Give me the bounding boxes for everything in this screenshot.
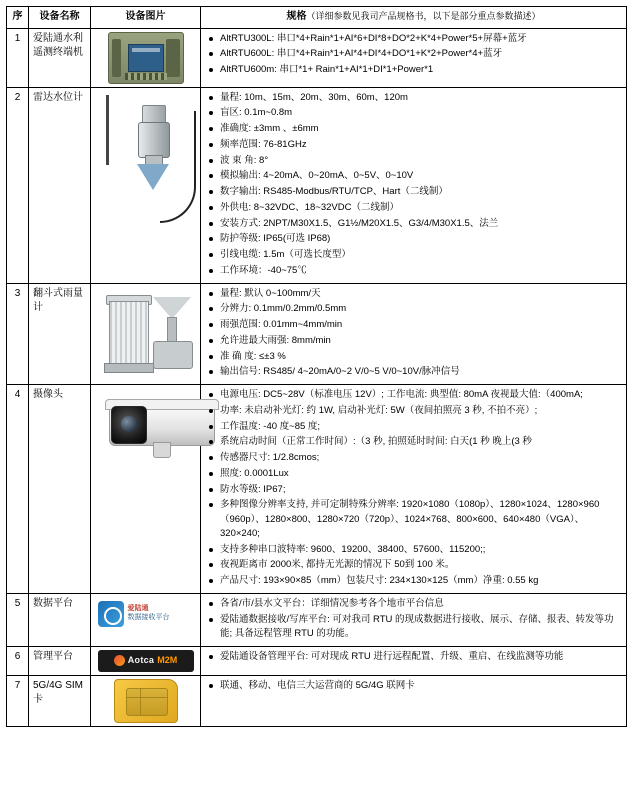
spec-item: 量程: 10m、15m、20m、30m、60m、120m	[218, 91, 622, 105]
header-index: 序	[7, 7, 29, 29]
platform-logo-line1: 爱陆通	[127, 605, 149, 612]
table-row	[7, 593, 627, 646]
row-device-name: 雷达水位计	[29, 87, 91, 283]
table-row	[7, 646, 627, 675]
row-device-name: 数据平台	[29, 593, 91, 646]
spec-item: 准 确 度: ≤±3 %	[218, 350, 622, 364]
bullet-camera-icon	[95, 388, 196, 460]
row-index: 5	[7, 593, 29, 646]
spec-item: 爱陆通设备管理平台: 可对现成 RTU 进行远程配置、升级、重启、在线监测等功能	[218, 650, 622, 664]
spec-item: 雨强范围: 0.01mm~4mm/min	[218, 318, 622, 332]
sim-card-icon	[114, 679, 178, 723]
spec-item: 模拟输出: 4~20mA、0~20mA、0~5V、0~10V	[218, 169, 622, 183]
radar-level-gauge-icon	[98, 91, 194, 241]
spec-item: 分辨力: 0.1mm/0.2mm/0.5mm	[218, 302, 622, 316]
row-spec-list	[201, 675, 627, 726]
row-index: 1	[7, 28, 29, 87]
row-device-image	[91, 593, 201, 646]
rtu-terminal-icon	[108, 32, 184, 84]
row-spec-list	[201, 385, 627, 594]
table-row	[7, 283, 627, 385]
header-name: 设备名称	[29, 7, 91, 29]
header-spec-main: 规格	[286, 11, 307, 22]
spec-item: 电源电压: DC5~28V（标准电压 12V）; 工作电流: 典型值: 80mA 夜视最大值:（400mA;	[218, 388, 622, 402]
spec-item: 各省/市/县水文平台：详细情况参考各个地市平台信息	[218, 597, 622, 611]
m2m-logo-word2: M2M	[157, 654, 178, 665]
spec-item: 允许进最大雨强: 8mm/min	[218, 334, 622, 348]
spec-item: 频率范围: 76-81GHz	[218, 138, 622, 152]
spec-item: 系统启动时间（正常工作时间）:（3 秒, 拍照延时时间: 白天(1 秒 晚上(3 秒	[218, 435, 622, 449]
platform-logo-line2: 数据接收平台	[127, 613, 170, 621]
row-device-image	[91, 87, 201, 283]
row-spec-list	[201, 283, 627, 385]
table-row	[7, 385, 627, 594]
row-device-name: 管理平台	[29, 646, 91, 675]
spec-item: 盲区: 0.1m~0.8m	[218, 106, 622, 120]
row-spec-list	[201, 593, 627, 646]
spec-item: 功率: 未启动补光灯: 约 1W, 启动补光灯: 5W（夜间拍照亮 3 秒, 不拍不亮）;	[218, 404, 622, 418]
device-spec-table	[6, 6, 627, 727]
spec-item: 波 束 角: 8°	[218, 154, 622, 168]
row-index: 6	[7, 646, 29, 675]
spec-item: 安装方式: 2NPT/M30X1.5、G1½/M20X1.5、G3/4/M30X1.5、法兰	[218, 217, 622, 231]
data-platform-logo-icon	[98, 597, 194, 631]
spec-item: 爱陆通数据接收/写库平台: 可对我司 RTU 的现成数据进行接收、展示、存储、报表、转发等功能; 具备远程管理 RTU 的功能。	[218, 613, 622, 642]
row-spec-list	[201, 28, 627, 87]
row-index: 2	[7, 87, 29, 283]
spec-item: 产品尺寸: 193×90×85（mm）包装尺寸: 234×130×125（mm）净重: 0.55 kg	[218, 574, 622, 588]
tipping-bucket-rain-gauge-icon	[95, 287, 196, 379]
m2m-platform-logo-icon	[98, 650, 194, 672]
spec-item: 联通、移动、电信三大运营商的 5G/4G 联网卡	[218, 679, 622, 693]
spec-item: 数字输出: RS485-Modbus/RTU/TCP、Hart（二线制）	[218, 185, 622, 199]
spec-item: 支持多种串口波特率: 9600、19200、38400、57600、115200;;	[218, 543, 622, 557]
row-device-image	[91, 385, 201, 594]
spec-item: 夜视距离市 2000米, 都持无光源的情况下 50到 100 米。	[218, 558, 622, 572]
spec-item: 防护等级: IP65(可选 IP68)	[218, 232, 622, 246]
spec-item: 量程: 默认 0~100mm/天	[218, 287, 622, 301]
row-device-image	[91, 283, 201, 385]
spec-item: AltRTU600m: 串口*1+ Rain*1+AI*1+DI*1+Power*1	[218, 63, 622, 77]
m2m-logo-word1: Aotca	[127, 654, 155, 665]
row-device-name: 摄像头	[29, 385, 91, 594]
logo-dot-icon	[114, 655, 125, 666]
spec-item: 工作温度: -40 度~85 度;	[218, 420, 622, 434]
spec-item: AltRTU600L: 串口*4+Rain*1+AI*4+DI*4+DO*1+K*2+Power*4+蓝牙	[218, 47, 622, 61]
spec-item: 引线电缆: 1.5m（可选长度型）	[218, 248, 622, 262]
row-index: 4	[7, 385, 29, 594]
row-device-image	[91, 28, 201, 87]
header-spec	[201, 7, 627, 29]
table-row	[7, 675, 627, 726]
row-index: 3	[7, 283, 29, 385]
spec-item: AltRTU300L: 串口*4+Rain*1+AI*6+DI*8+DO*2+K*4+Power*5+屏幕+蓝牙	[218, 32, 622, 46]
spec-item: 输出信号: RS485/ 4~20mA/0~2 V/0~5 V/0~10V/脉冲信号	[218, 365, 622, 379]
header-picture: 设备图片	[91, 7, 201, 29]
spec-item: 外供电: 8~32VDC、18~32VDC（二线制）	[218, 201, 622, 215]
row-device-image	[91, 675, 201, 726]
row-device-name: 爱陆通水利遥测终端机	[29, 28, 91, 87]
spec-item: 多种图像分辨率支持, 并可定制特殊分辨率: 1920×1080（1080p）、1280×1024、1280×960（960p）、1280×800、1280×720（720p）、1024×768、800×600、640×480（VGA）、320×240;	[218, 498, 622, 541]
spec-item: 传感器尺寸: 1/2.8cmos;	[218, 451, 622, 465]
row-device-name: 5G/4G SIM卡	[29, 675, 91, 726]
row-device-name: 翻斗式雨量计	[29, 283, 91, 385]
row-device-image	[91, 646, 201, 675]
row-spec-list	[201, 87, 627, 283]
table-row	[7, 87, 627, 283]
spec-item: 照度: 0.0001Lux	[218, 467, 622, 481]
spec-item: 准确度: ±3mm 、±6mm	[218, 122, 622, 136]
table-header-row	[7, 7, 627, 29]
header-spec-note: （详细参数见我司产品规格书，以下是部分重点参数描述）	[306, 11, 541, 21]
row-spec-list	[201, 646, 627, 675]
spec-item: 防水等级: IP67;	[218, 483, 622, 497]
row-index: 7	[7, 675, 29, 726]
spec-item: 工作环境：-40~75℃	[218, 264, 622, 278]
table-row	[7, 28, 627, 87]
